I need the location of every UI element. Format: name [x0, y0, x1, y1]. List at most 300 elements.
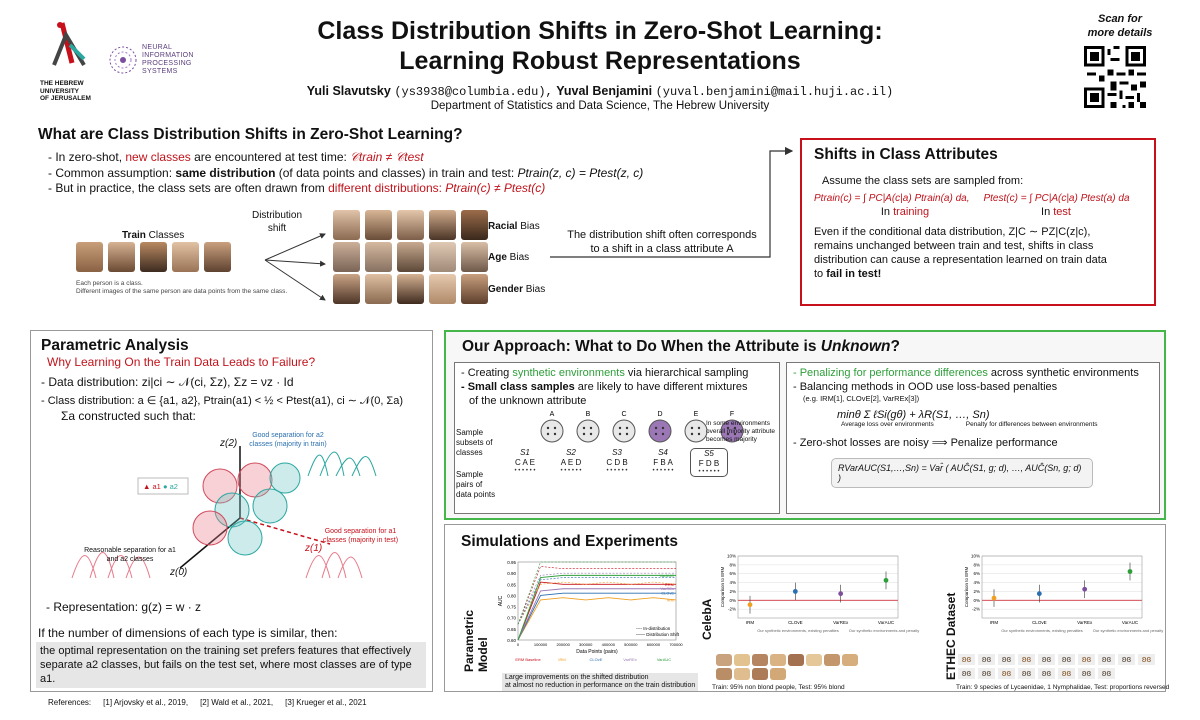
huji-logo [40, 15, 100, 105]
group-note: Our synthetic environments, existing penalties [757, 628, 839, 633]
y-tick-label: 6% [973, 571, 980, 577]
point-dot [691, 433, 693, 435]
param-line-chart [478, 556, 686, 668]
bias-word: Bias [517, 221, 540, 232]
y-tick-label: 0.65 [507, 626, 516, 632]
representation-text: - Representation: g(z) = w · z [46, 600, 202, 614]
b2-bold: same distribution [175, 165, 276, 180]
x-tick-label: 200000 [556, 642, 570, 647]
approach-heading-pre: Our Approach: What to Do When the Attribute is [462, 338, 821, 355]
corr-1: The distribution shift often corresponds [567, 229, 757, 241]
p-formulas [814, 192, 1142, 205]
category-label: VarREx [1077, 620, 1093, 625]
celeba-image [734, 668, 750, 680]
face-image [333, 242, 360, 272]
face-image [333, 210, 360, 240]
env-label: S4 [658, 448, 668, 457]
point-VarAUC [884, 578, 889, 583]
gray-line-2: separate a2 classes, but fails on the test set, where most classes are of type a1. [40, 659, 412, 685]
face-image [429, 210, 456, 240]
y-tick-label: 10% [970, 553, 980, 559]
department: Department of Statistics and Data Science, The Hebrew University [430, 100, 770, 112]
point-dot [547, 433, 549, 435]
method-label: VarAUC [656, 657, 672, 662]
point-dot [655, 427, 657, 429]
face-image [76, 242, 103, 272]
env-group [644, 448, 682, 477]
age-faces [333, 242, 488, 272]
in-labels [814, 205, 1142, 219]
point-dot [655, 433, 657, 435]
bias-word: Bias [506, 252, 530, 263]
reasonable-note: Reasonable separation for a1 and a2 classes [84, 547, 176, 563]
env-group [598, 448, 636, 477]
y-tick-label: -2% [971, 606, 980, 612]
celeba-image [806, 654, 822, 666]
method-label: CLOvE [589, 657, 603, 662]
butterfly-image: ʚɞ [998, 668, 1015, 679]
z1-axis-label: z(1) [305, 543, 323, 554]
sample-subsets-label: Sample subsets of classes [456, 428, 493, 457]
butterfly-image: ʚɞ [1078, 654, 1095, 665]
celeba-note: Train: 95% non blond people, Test: 95% blond [712, 684, 845, 691]
b1-post: are encountered at test time: [190, 150, 351, 164]
point-dot [626, 427, 628, 429]
intro-heading: What are Class Distribution Shifts in Zero-Shot Learning? [38, 126, 463, 143]
celeba-image [770, 654, 786, 666]
formula2-box: RVarAUC(S1,…,Sn) = Var̂ ( AUĈ(S1, g; d), …, AUĈ(Sn, g; d) ) [831, 458, 1093, 488]
shifts-box [800, 138, 1156, 306]
r1-green: - Penalizing for performance differences [793, 367, 988, 379]
shifts-heading: Shifts in Class Attributes [814, 146, 998, 163]
face-image [461, 242, 488, 272]
approach-right-panel [786, 362, 1160, 514]
ethec-images [958, 654, 1158, 679]
category-label: VarAUC [1121, 620, 1139, 625]
train-bold: Train [122, 230, 146, 241]
plot-frame [738, 556, 898, 618]
approach-l2 [461, 380, 773, 394]
env-pairs: • • • • • • [606, 468, 628, 474]
scan-line-1: Scan for [1097, 13, 1142, 25]
butterfly-image: ʚɞ [1138, 654, 1155, 665]
env-letters: F B A [653, 458, 673, 467]
qr-code-icon [1084, 46, 1146, 108]
corr-2: to a shift in a class attribute A [590, 243, 734, 255]
ptrain-formula: Ptrain(c) = ∫ PC|A(c|a) Ptrain(a) da, [814, 193, 970, 204]
ethec-chart [956, 552, 1164, 642]
face-image [333, 274, 360, 304]
approach-l1 [461, 366, 773, 380]
gray-line-1: the optimal representation on the training set prefers features that effectively [40, 645, 411, 657]
racial-faces [333, 210, 488, 240]
b1-red: new classes [125, 150, 191, 164]
b1-math: 𝒞train ≠ 𝒞test [350, 150, 424, 164]
ref-label: References: [48, 698, 92, 707]
assume-text: Assume the class sets are sampled from: [822, 175, 1024, 187]
butterfly-image: ʚɞ [1018, 668, 1035, 679]
shift-arrows [215, 230, 335, 310]
approach-r3: - Zero-shot losses are noisy ⟹ Penalize performance [793, 437, 1058, 449]
approach-l3: of the unknown attribute [469, 395, 587, 407]
b3-pre: - But in practice, the class sets are often drawn from [48, 181, 329, 195]
series-label: IRM [666, 597, 674, 603]
env-letters: A E D [560, 458, 582, 467]
legend-a2: ● a2 [162, 482, 178, 491]
env-pairs: • • • • • • [514, 468, 536, 474]
racial-b: Racial [488, 221, 518, 232]
group-note: Our synthetic environments and penalty [1092, 628, 1164, 633]
b2-post: (of data points and classes) in train and test: [275, 165, 518, 180]
age-bias-label [488, 251, 529, 264]
poster-title [250, 16, 950, 76]
sims-heading: Simulations and Experiments [461, 533, 679, 550]
method-label: VarREx [623, 657, 637, 662]
point-CLOvE [793, 589, 798, 594]
huji-emblem-icon [40, 15, 100, 75]
x-tick-label: 100000 [533, 642, 548, 647]
celeba-image [788, 654, 804, 666]
approach-r1 [793, 366, 1153, 380]
b3-math: Ptrain(c) ≠ Ptest(c) [441, 181, 546, 195]
train-rest: Classes [145, 230, 185, 241]
l2-bold: - Small class samples [461, 381, 575, 393]
l1-green: synthetic environments [512, 367, 625, 379]
env-group [690, 448, 728, 477]
point-VarREx [1082, 587, 1087, 592]
b3-red: different distributions: [328, 181, 442, 195]
z2-axis-label: z(2) [220, 438, 238, 449]
author-2-email[interactable]: (yuval.benjamini@mail.huji.ac.il) [655, 85, 894, 99]
face-image [172, 242, 199, 272]
caption-1: Large improvements on the shifted distribution [505, 674, 649, 681]
butterfly-image: ʚɞ [1098, 668, 1115, 679]
face-image [140, 242, 167, 272]
y-tick-label: 4% [729, 580, 736, 586]
point-dot [583, 433, 585, 435]
point-dot [554, 433, 556, 435]
plot-frame [982, 556, 1142, 618]
face-image [365, 242, 392, 272]
butterfly-image: ʚɞ [998, 654, 1015, 665]
author-2: Yuval Benjamini [556, 84, 653, 98]
y-tick-label: 0.95 [507, 560, 516, 565]
x-tick-label: 700000 [669, 642, 683, 647]
shifts-p1: Even if the conditional data distribution, Z|C ∼ PZ|C(z|c), [814, 226, 1091, 238]
y-tick-label: -2% [727, 606, 736, 612]
approach-heading [462, 338, 900, 356]
celeba-image [734, 654, 750, 666]
bias-word: Bias [523, 284, 546, 295]
train-classes-label [122, 229, 184, 242]
penalty-note: Penalty for differences between environments [965, 421, 1098, 428]
b2-math: Ptrain(z, c) = Ptest(z, c) [517, 165, 644, 180]
x-axis-label: Data Points (pairs) [576, 649, 618, 655]
huji-text-2: UNIVERSITY [40, 87, 80, 95]
y-tick-label: 0.85 [507, 582, 516, 588]
class-letter: B [585, 411, 591, 418]
face-image [429, 274, 456, 304]
in-training: training [893, 206, 930, 218]
point-dot [590, 433, 592, 435]
formula-notes [793, 421, 1153, 428]
nips-network-icon [108, 45, 138, 75]
y-axis-label: Comparison to ERM [964, 566, 969, 608]
celeba-image [716, 668, 732, 680]
r1-post: across synthetic environments [987, 367, 1139, 379]
huji-text-1: THE HEBREW [40, 80, 84, 87]
celeba-image [716, 654, 732, 666]
ref-3[interactable]: [3] Krueger et al., 2021 [285, 698, 367, 707]
method-label: ERM Baseline [515, 657, 541, 662]
point-dot [547, 427, 549, 429]
method-label: IRM [558, 657, 566, 662]
qr-code[interactable] [1084, 46, 1146, 108]
gender-faces [333, 274, 488, 304]
env-letters: C D B [606, 458, 628, 467]
huji-text-3: OF JERUSALEM [40, 95, 91, 102]
legend-box [143, 482, 178, 491]
z0-axis-label: z(0) [170, 567, 188, 578]
good-train-note: Good separation for a2 classes (majority in train) [249, 432, 327, 448]
celeba-image [770, 668, 786, 680]
ethec-label: ETHEC Dataset [944, 592, 958, 680]
train-faces [76, 242, 231, 272]
parametric-3d-figure [70, 438, 430, 588]
good-test-note: Good separation for a1 classes (majority in test) [322, 528, 399, 544]
env-label: S2 [566, 448, 576, 457]
y-tick-label: 8% [729, 562, 736, 568]
shifts-p3: distribution can cause a representation learned on train data [814, 254, 1107, 266]
legend-in-dist: ---- In-distribution [636, 626, 671, 631]
face-image [108, 242, 135, 272]
point-VarAUC [1128, 569, 1133, 574]
point-dot [662, 427, 664, 429]
category-label: IRM [745, 620, 755, 625]
env-groups [506, 448, 736, 477]
class-letter: F [729, 411, 735, 418]
y-tick-label: 0.75 [507, 604, 516, 610]
face-image [365, 274, 392, 304]
authors [250, 84, 950, 99]
x-tick-label: 500000 [624, 642, 638, 647]
point-IRM [748, 602, 753, 607]
env-label: S3 [612, 448, 622, 457]
racial-bias-label [488, 220, 540, 233]
y-tick-label: 2% [729, 588, 736, 594]
butterfly-image: ʚɞ [1118, 654, 1135, 665]
y-axis-label: Comparison to ERM [720, 566, 725, 608]
class-circle [577, 420, 599, 442]
face-image [365, 210, 392, 240]
note-2: Different images of the same person are data points from the same class. [76, 288, 288, 295]
celeba-images [716, 654, 866, 680]
butterfly-image: ʚɞ [1038, 654, 1055, 665]
param-model-label: Parametric Model [462, 609, 490, 672]
why-text: Why Learning On the Train Data Leads to Failure? [47, 355, 316, 369]
corresponds-arrow [548, 145, 798, 260]
env-letters: F D B [698, 459, 720, 468]
series-label: VarREx [660, 586, 674, 592]
butterfly-image: ʚɞ [1038, 668, 1055, 679]
celeba-label: CelebA [700, 598, 714, 640]
env-group [506, 448, 544, 477]
class-circle [649, 420, 671, 442]
point-VarREx [838, 591, 843, 596]
face-image [397, 210, 424, 240]
env-label: S5 [704, 449, 714, 458]
celeba-chart [712, 552, 920, 642]
ref-2[interactable]: [2] Wald et al., 2021, [200, 698, 274, 707]
group-note: Our synthetic environments and penalty [848, 628, 920, 633]
approach-heading-post: ? [890, 338, 900, 355]
series-label: VarAUC [659, 572, 674, 578]
sigma-text: Σa constructed such that: [61, 409, 196, 423]
env-pairs: • • • • • • [652, 468, 674, 474]
in-test: test [1053, 206, 1071, 218]
y-tick-label: 0.60 [507, 638, 516, 643]
title-line-2: Learning Robust Representations [399, 47, 801, 75]
point-IRM [992, 596, 997, 601]
y-tick-label: 0% [729, 597, 736, 603]
l1-pre: - Creating [461, 367, 513, 379]
y-tick-label: 4% [973, 580, 980, 586]
gender-bias-label [488, 283, 545, 296]
param-caption [502, 673, 698, 691]
face-image [397, 242, 424, 272]
point-dot [691, 427, 693, 429]
scan-line-2: more details [1087, 27, 1153, 39]
celeba-image [752, 654, 768, 666]
point-dot [619, 433, 621, 435]
category-label: CLOvE [1032, 620, 1047, 625]
nips-logo [108, 40, 218, 80]
butterfly-image: ʚɞ [1018, 654, 1035, 665]
butterfly-image: ʚɞ [958, 654, 975, 665]
b2-pre: - Common assumption: [48, 165, 176, 180]
author-1-email[interactable]: (ys3938@columbia.edu), [394, 85, 553, 99]
ethec-note: Train: 9 species of Lycaenidae, 1 Nymphalidae, Test: proportions reversed [956, 684, 1170, 691]
point-dot [619, 427, 621, 429]
shifts-paragraph [814, 225, 1142, 281]
ref-1[interactable]: [1] Arjovsky et al., 2019, [103, 698, 189, 707]
ptest-formula: Ptest(c) = ∫ PC|A(c|a) Ptest(a) da [983, 193, 1130, 204]
author-1: Yuli Slavutsky [306, 84, 391, 98]
in-word: In [1041, 206, 1054, 218]
avg-loss-note: Average loss over environments [841, 421, 934, 428]
class-letter: E [693, 411, 699, 418]
note-1: Each person is a class. [76, 280, 143, 287]
y-tick-label: 10% [726, 553, 736, 559]
y-axis-label: AUC [498, 595, 504, 607]
category-label: IRM [989, 620, 999, 625]
env-letters: C A E [514, 458, 535, 467]
y-tick-label: 8% [973, 562, 980, 568]
y-tick-label: 6% [729, 571, 736, 577]
class-letter: D [657, 411, 663, 418]
face-image [461, 210, 488, 240]
point-dot [698, 433, 700, 435]
gender-b: Gender [488, 284, 524, 295]
point-dot [554, 427, 556, 429]
age-b: Age [488, 252, 507, 263]
parametric-heading: Parametric Analysis [41, 337, 189, 354]
class-circle [613, 420, 635, 442]
shifts-p4-pre: to [814, 268, 827, 280]
series-label: CLOvE [661, 590, 674, 596]
face-image [429, 242, 456, 272]
class-letter: A [549, 411, 555, 418]
y-tick-label: 0.70 [507, 615, 516, 621]
y-tick-label: 0.90 [507, 571, 516, 577]
point-dot [626, 433, 628, 435]
conclusion-gray [36, 642, 426, 688]
env-pairs: • • • • • • [560, 468, 582, 474]
scan-label [1080, 12, 1160, 40]
celeba-image [752, 668, 768, 680]
y-tick-label: 0.80 [507, 593, 516, 599]
l2-post: are likely to have different mixtures [574, 381, 748, 393]
if-text: If the number of dimensions of each type is similar, then: [38, 626, 338, 640]
x-tick-label: 400000 [601, 642, 615, 647]
point-CLOvE [1037, 591, 1042, 596]
shifts-p4-bold: fail in test! [826, 268, 882, 280]
references [48, 698, 367, 707]
legend-a1: ▲ a1 [143, 482, 161, 491]
nips-text-2: PROCESSING SYSTEMS [142, 60, 192, 75]
caption-2: at almost no reduction in performance on the train distribution [505, 682, 696, 689]
y-tick-label: 0% [973, 597, 980, 603]
approach-heading-em: Unknown [820, 338, 891, 355]
nips-text-1: NEURAL INFORMATION [142, 44, 194, 59]
approach-formula: minθ Σ ℓSi(gθ) + λR(S1, …, Sn) [837, 409, 990, 421]
legend-shift: —— Distribution Shift [636, 632, 680, 637]
point-dot [662, 433, 664, 435]
x-tick-label: 600000 [646, 642, 661, 647]
env-note: In some environments overall minority attribute becomes majority [706, 420, 775, 443]
celeba-image [824, 654, 840, 666]
env-label: S1 [520, 448, 530, 457]
face-image [461, 274, 488, 304]
butterfly-image: ʚɞ [978, 668, 995, 679]
series-label: ERM [665, 581, 674, 587]
group-note: Our synthetic environments, existing penalties [1001, 628, 1083, 633]
category-label: VarREx [833, 620, 849, 625]
face-image [397, 274, 424, 304]
point-dot [698, 427, 700, 429]
point-dot [590, 427, 592, 429]
class-dist: - Class distribution: a ∈ {a1, a2}, Ptrain(a1) < ½ < Ptest(a1), ci ∼ 𝒩(0, Σa) [41, 395, 404, 407]
butterfly-image: ʚɞ [958, 668, 975, 679]
category-label: CLOvE [788, 620, 803, 625]
y-tick-label: 2% [973, 588, 980, 594]
sample-pairs-label: Sample pairs of data points [456, 470, 496, 499]
point-dot [583, 427, 585, 429]
class-circle [541, 420, 563, 442]
butterfly-image: ʚɞ [978, 654, 995, 665]
celeba-image [842, 654, 858, 666]
in-word: In [880, 206, 894, 218]
butterfly-image: ʚɞ [1078, 668, 1095, 679]
class-letter: C [621, 411, 627, 418]
distribution-shift-label: Distribution shift [251, 210, 303, 234]
title-line-1: Class Distribution Shifts in Zero-Shot Learning: [317, 17, 883, 45]
shifts-p2: remains unchanged between train and test, shifts in class [814, 240, 1094, 252]
butterfly-image: ʚɞ [1058, 668, 1075, 679]
env-group [552, 448, 590, 477]
x-tick-label: 300000 [579, 642, 593, 647]
approach-r2: - Balancing methods in OOD use loss-based penalties [793, 381, 1058, 393]
